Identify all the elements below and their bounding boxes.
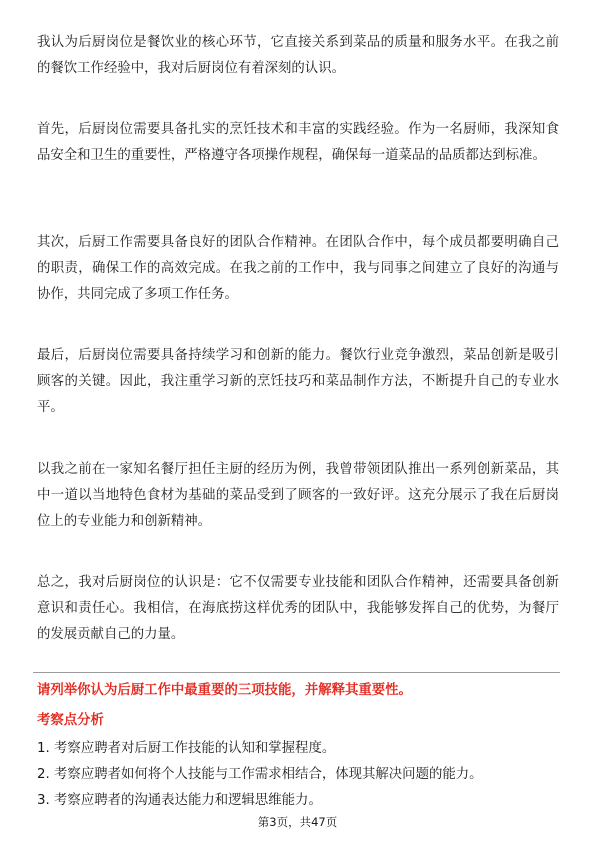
answer-paragraph-intro: 我认为后厨岗位是餐饮业的核心环节，它直接关系到菜品的质量和服务水平。在我之前的餐饮工作经验中，我对后厨岗位有着深刻的认识。 [37, 35, 559, 76]
answer-paragraph-last: 最后，后厨岗位需要具备持续学习和创新的能力。餐饮行业竞争激烈，菜品创新是吸引顾客的关键。因此，我注重学习新的烹饪技巧和菜品制作方法，不断提升自己的专业水平。 [37, 348, 559, 415]
page-number: 第3页，共47页 [257, 815, 338, 829]
answer-paragraph-second: 其次，后厨工作需要具备良好的团队合作精神。在团队合作中，每个成员都要明确自己的职责，确保工作的高效完成。在我之前的工作中，我与同事之间建立了良好的沟通与协作，共同完成了多项工作任务。 [37, 235, 559, 302]
analysis-heading: 考察点分析 [37, 713, 104, 728]
answer-paragraph-example: 以我之前在一家知名餐厅担任主厨的经历为例，我曾带领团队推出一系列创新菜品，其中一道以当地特色食材为基础的菜品受到了顾客的一致好评。这充分展示了我在后厨岗位上的专业能力和创新精神。 [37, 462, 559, 529]
answer-paragraph-summary: 总之，我对后厨岗位的认识是：它不仅需要专业技能和团队合作精神，还需要具备创新意识和责任心。我相信，在海底捞这样优秀的团队中，我能够发挥自己的优势，为餐厅的发展贡献自己的力量。 [37, 575, 559, 642]
analysis-item: 2. 考察应聘者如何将个人技能与工作需求相结合，体现其解决问题的能力。 [37, 767, 483, 782]
answer-paragraph-first: 首先，后厨岗位需要具备扎实的烹饪技术和丰富的实践经验。作为一名厨师，我深知食品安全和卫生的重要性，严格遵守各项操作规程，确保每一道菜品的品质都达到标准。 [37, 122, 559, 163]
analysis-item: 3. 考察应聘者的沟通表达能力和逻辑思维能力。 [37, 793, 322, 808]
section-divider [33, 672, 560, 673]
analysis-list [37, 736, 559, 814]
interview-question: 请列举你认为后厨工作中最重要的三项技能，并解释其重要性。 [37, 683, 412, 698]
analysis-item: 1. 考察应聘者对后厨工作技能的认知和掌握程度。 [37, 741, 336, 756]
